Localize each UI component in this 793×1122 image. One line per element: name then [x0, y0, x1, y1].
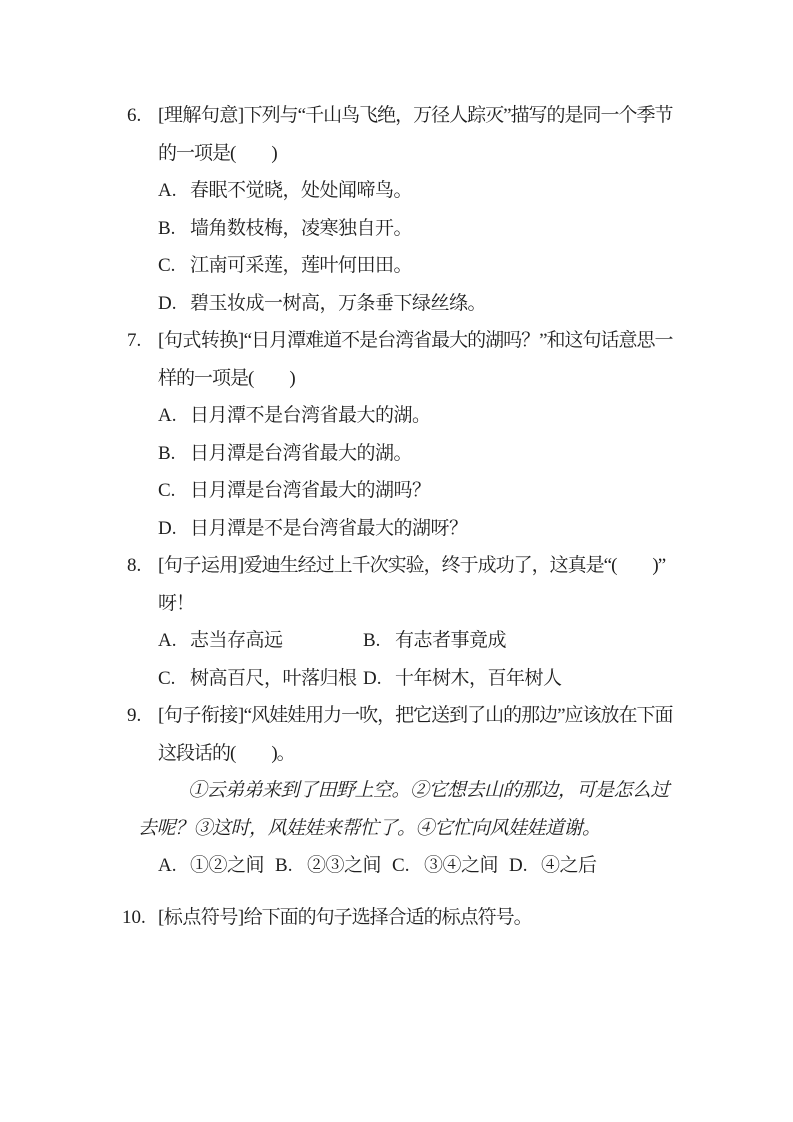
- stem-line: 样的一项是( ): [158, 367, 295, 389]
- option-text: ④之后: [541, 855, 597, 876]
- option-item: [158, 247, 723, 285]
- option-item: [392, 847, 498, 885]
- option-item: [158, 510, 723, 548]
- question-number: 6.: [127, 105, 142, 126]
- options-list: [158, 397, 723, 547]
- passage-line: 去呢？③这时，风娃娃来帮忙了。④它忙向风娃娃道谢。: [138, 817, 601, 839]
- option-letter: B.: [158, 217, 176, 239]
- options-list: [158, 622, 723, 697]
- question-tag: [句子衔接]: [158, 705, 244, 726]
- question-10: [122, 899, 723, 937]
- options-list: [158, 172, 723, 322]
- stem-line: [158, 899, 723, 937]
- passage: [138, 772, 723, 847]
- question-7: [127, 322, 723, 547]
- option-item: [158, 397, 723, 435]
- option-letter: D.: [158, 517, 177, 539]
- option-item: [158, 622, 363, 660]
- option-letter: C.: [158, 667, 176, 689]
- question-tag: [标点符号]: [158, 906, 244, 928]
- option-text: 碧玉妆成一树高，万条垂下绿丝绦。: [190, 292, 487, 314]
- option-item: [158, 472, 723, 510]
- option-text: 日月潭不是台湾省最大的湖。: [190, 405, 431, 426]
- option-letter: A.: [158, 405, 177, 426]
- option-text: ③④之间: [424, 855, 499, 876]
- option-item: [158, 435, 723, 473]
- option-text: 日月潭是台湾省最大的湖。: [190, 442, 413, 464]
- option-text: 江南可采莲，莲叶何田田。: [190, 255, 413, 276]
- stem-line: [158, 697, 723, 735]
- question-number: 7.: [127, 330, 142, 351]
- option-item: [158, 210, 723, 248]
- option-text: 十年树木，百年树人: [395, 667, 562, 689]
- stem-line: 的一项是( ): [158, 142, 277, 164]
- option-item: [158, 285, 723, 323]
- option-text: 志当存高远: [190, 630, 283, 651]
- option-item: [363, 622, 723, 660]
- option-text: 树高百尺，叶落归根: [190, 667, 357, 689]
- question-9: [127, 697, 723, 885]
- question-number: 10.: [122, 906, 146, 928]
- option-letter: C.: [392, 855, 410, 876]
- stem-text: “风娃娃用力一吹，把它送到了山的那边”应该放在下面: [243, 705, 673, 726]
- option-item: [363, 660, 723, 698]
- option-text: 日月潭是不是台湾省最大的湖呀？: [190, 517, 468, 539]
- option-letter: D.: [363, 667, 382, 689]
- stem-line: [158, 322, 723, 360]
- question-tag: [句子运用]: [158, 555, 244, 576]
- option-text: ②③之间: [307, 855, 382, 876]
- question-6: [127, 97, 723, 322]
- question-tag: [句式转换]: [158, 330, 244, 351]
- question-8: [127, 547, 723, 697]
- option-letter: D.: [509, 855, 528, 876]
- option-letter: B.: [363, 630, 381, 651]
- option-letter: A.: [158, 180, 177, 201]
- option-letter: A.: [158, 630, 177, 651]
- passage-line: ①云弟弟来到了田野上空。②它想去山的那边，可是怎么过: [188, 780, 670, 801]
- option-letter: B.: [275, 855, 293, 876]
- stem-text: “日月潭难道不是台湾省最大的湖吗？”和这句话意思一: [243, 330, 673, 351]
- option-item: [158, 847, 264, 885]
- option-letter: D.: [158, 292, 177, 314]
- option-letter: C.: [158, 480, 176, 501]
- option-letter: B.: [158, 442, 176, 464]
- question-number: 9.: [127, 705, 142, 726]
- stem-line: 这段话的( )。: [158, 742, 295, 764]
- stem-text: 下列与“千山鸟飞绝，万径人踪灭”描写的是同一个季节: [243, 105, 673, 126]
- stem-text: 爱迪生经过上千次实验，终于成功了，这真是“( )”: [243, 555, 666, 576]
- option-text: 墙角数枝梅，凌寒独自开。: [190, 217, 413, 239]
- option-letter: A.: [158, 855, 177, 876]
- options-list: [158, 847, 723, 885]
- stem-line: 呀！: [158, 592, 195, 614]
- option-text: 春眠不觉晓，处处闻啼鸟。: [190, 180, 413, 201]
- option-item: [158, 660, 363, 698]
- stem-text: 给下面的句子选择合适的标点符号。: [243, 906, 532, 928]
- stem-line: [158, 97, 723, 135]
- option-item: [158, 172, 723, 210]
- option-text: 有志者事竟成: [395, 630, 507, 651]
- stem-line: [158, 547, 723, 585]
- option-item: [509, 847, 597, 885]
- option-letter: C.: [158, 255, 176, 276]
- question-tag: [理解句意]: [158, 105, 244, 126]
- option-text: ①②之间: [190, 855, 265, 876]
- option-text: 日月潭是台湾省最大的湖吗？: [190, 480, 431, 501]
- question-number: 8.: [127, 555, 142, 576]
- option-item: [275, 847, 381, 885]
